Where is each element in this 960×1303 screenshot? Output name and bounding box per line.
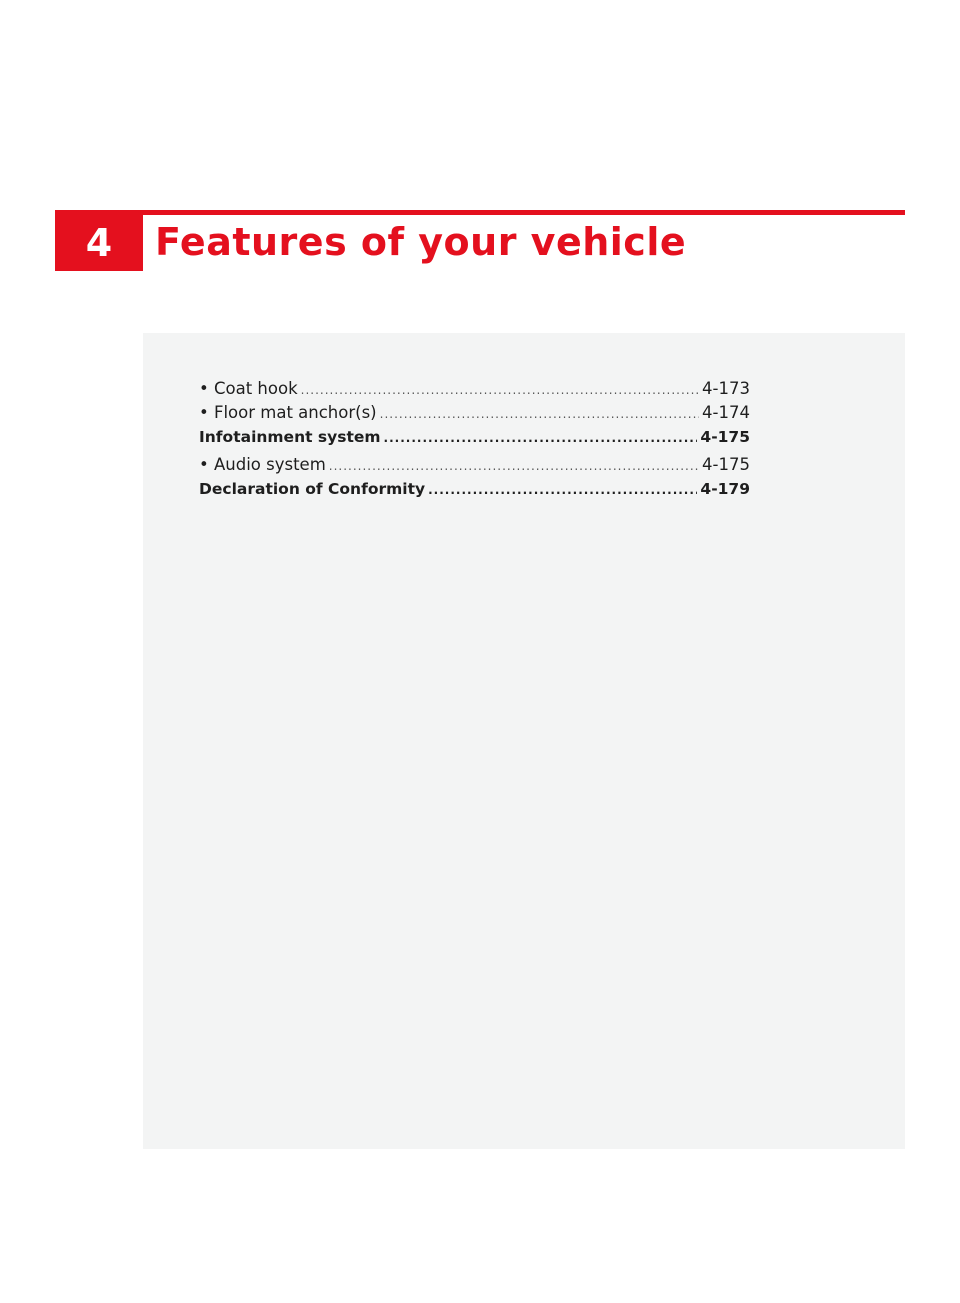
toc-dot-leader: [329, 454, 699, 477]
toc-dot-leader: [428, 478, 697, 501]
chapter-header-rule: [143, 210, 905, 215]
toc-entry-page: 4-173: [702, 379, 750, 398]
chapter-number: 4: [85, 220, 113, 265]
toc-entry-label: • Floor mat anchor(s): [199, 403, 377, 422]
toc-entry-infotainment-system[interactable]: [199, 425, 750, 449]
toc-dot-leader: [380, 402, 699, 425]
toc-entry-page: 4-179: [700, 480, 750, 498]
toc-entry-label: Declaration of Conformity: [199, 480, 426, 498]
chapter-number-box: [55, 210, 143, 271]
table-of-contents-panel: [143, 333, 905, 1149]
toc-entry-label: • Audio system: [199, 455, 326, 474]
toc-entry-declaration-of-conformity[interactable]: [199, 477, 750, 501]
chapter-title: Features of your vehicle: [155, 220, 687, 264]
toc-entry-page: 4-175: [702, 455, 750, 474]
toc-entry-page: 4-174: [702, 403, 750, 422]
toc-entry-page: 4-175: [700, 428, 750, 446]
table-of-contents: [199, 377, 750, 501]
toc-entry-label: Infotainment system: [199, 428, 381, 446]
toc-entry-coat-hook[interactable]: [199, 377, 750, 401]
toc-dot-leader: [384, 426, 698, 449]
toc-entry-label: • Coat hook: [199, 379, 298, 398]
toc-entry-audio-system[interactable]: [199, 453, 750, 477]
toc-dot-leader: [301, 378, 699, 401]
toc-entry-floor-mat-anchors[interactable]: [199, 401, 750, 425]
